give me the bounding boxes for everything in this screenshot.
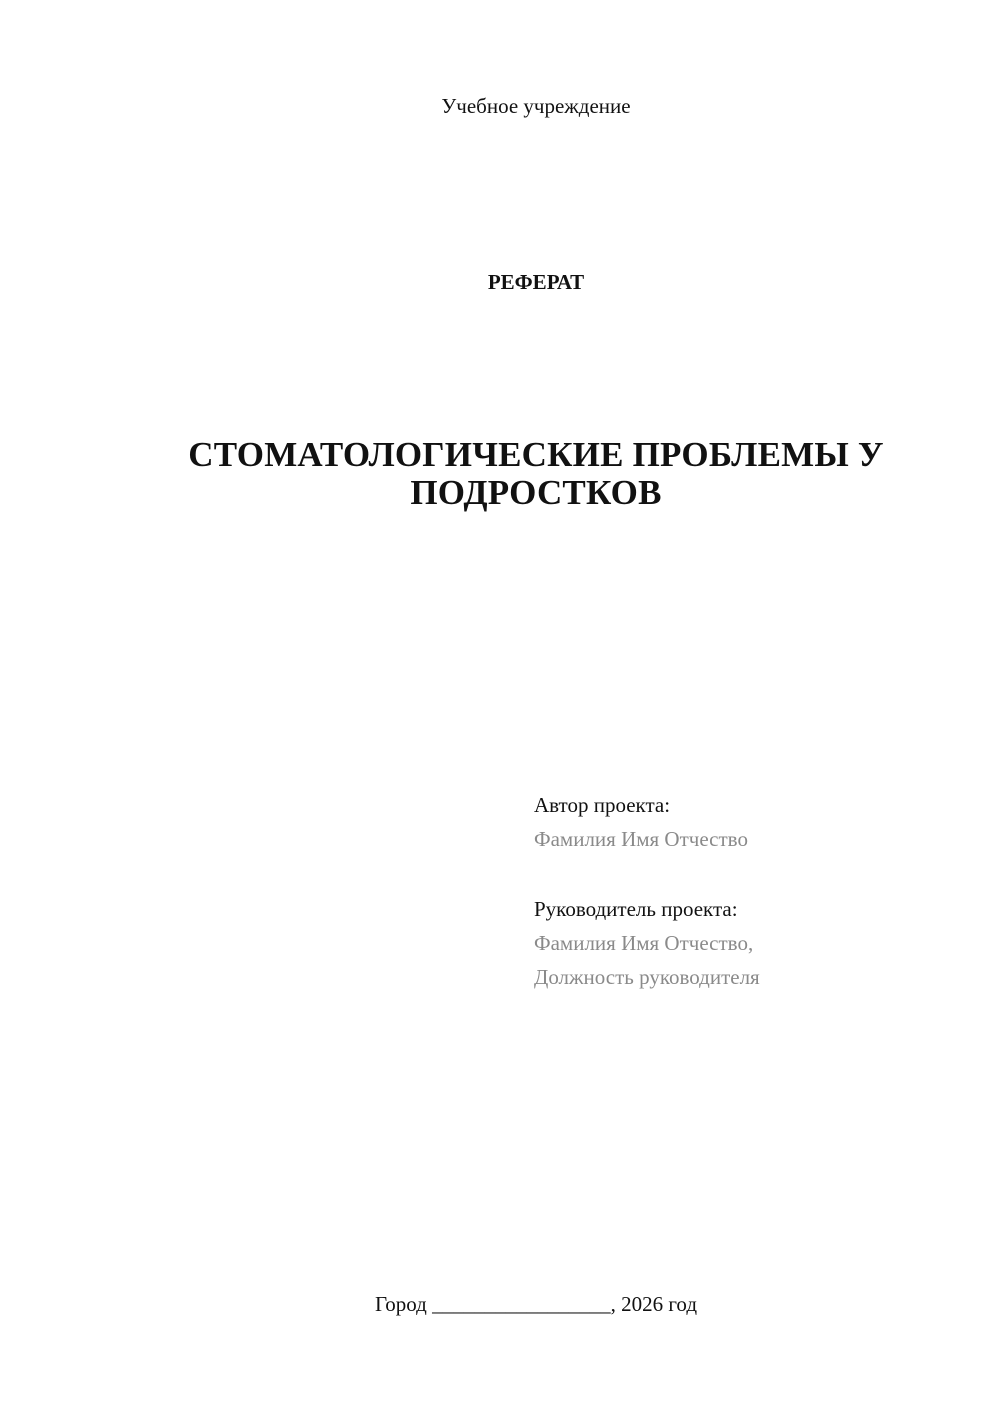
supervisor-position-placeholder: Должность руководителя — [534, 965, 760, 989]
author-name-placeholder: Фамилия Имя Отчество — [534, 827, 748, 851]
author-label: Автор проекта: — [534, 793, 671, 817]
city-year-line: Город _________________, 2026 год — [374, 1292, 698, 1316]
block-spacer — [534, 856, 954, 892]
supervisor-label: Руководитель проекта: — [534, 897, 738, 921]
author-info-block — [534, 788, 954, 994]
institution-name: Учебное учреждение — [441, 94, 631, 118]
title-line-1: СТОМАТОЛОГИЧЕСКИЕ ПРОБЛЕМЫ У — [188, 435, 884, 474]
document-type: РЕФЕРАТ — [487, 270, 585, 294]
title-line-2: ПОДРОСТКОВ — [410, 473, 662, 512]
supervisor-name-placeholder: Фамилия Имя Отчество, — [534, 931, 754, 955]
document-title — [100, 436, 972, 512]
